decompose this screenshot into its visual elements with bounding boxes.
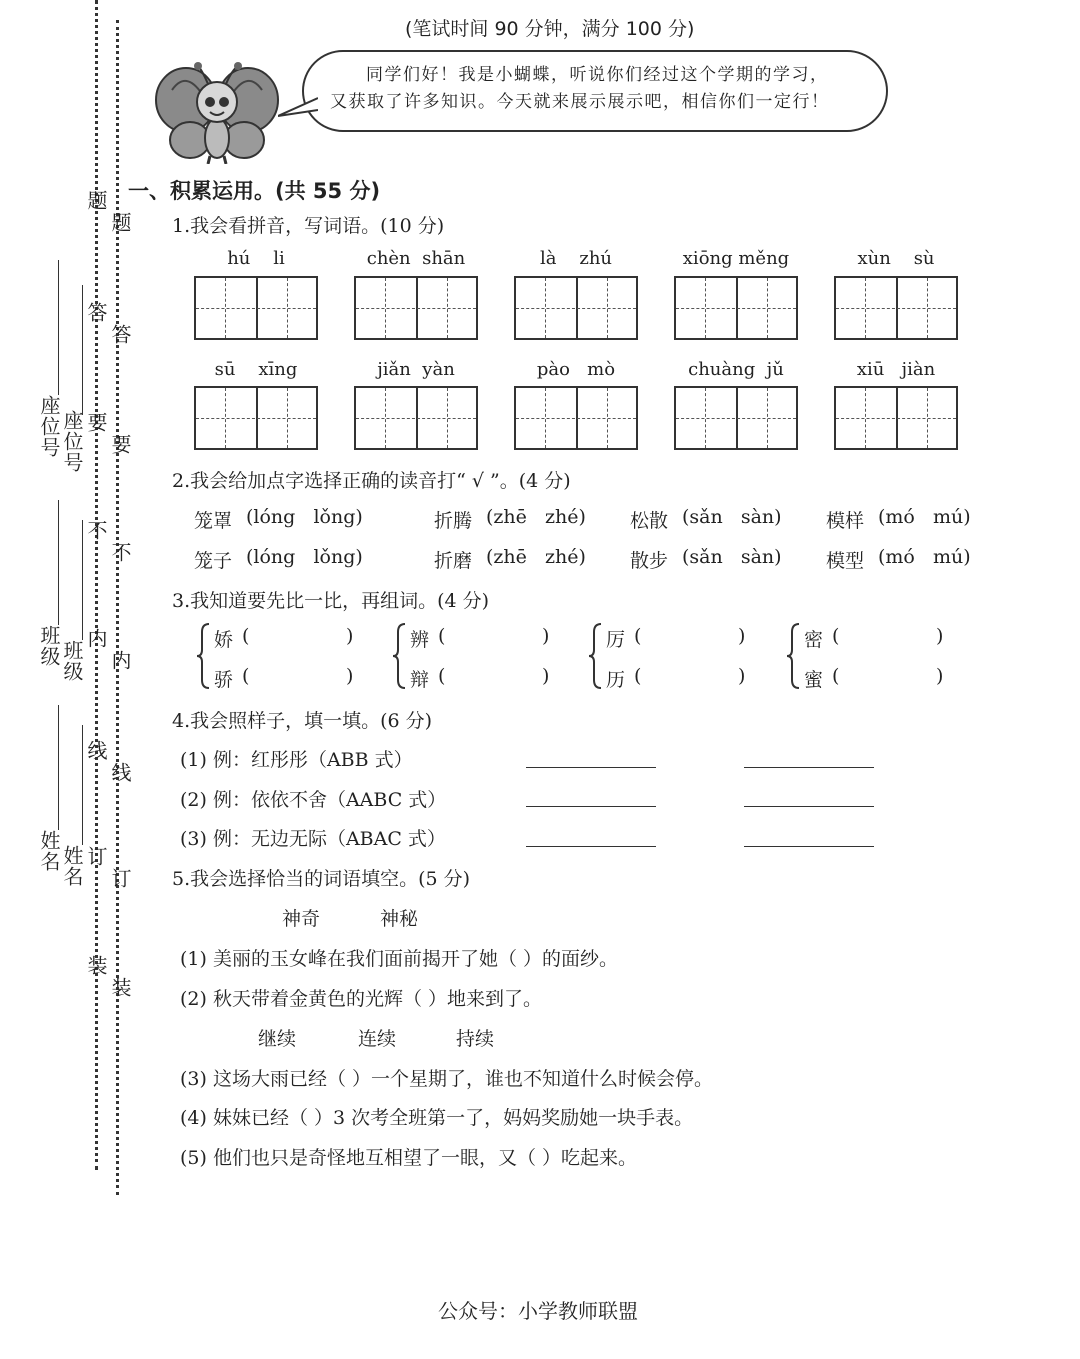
q3-close-paren: ) <box>738 625 746 647</box>
q3-title: 3.我知道要先比一比，再组词。(4 分) <box>172 590 490 612</box>
q3-close-paren: ) <box>542 665 550 687</box>
q3-close-paren: ) <box>936 665 944 687</box>
binding-dotted-line-right <box>116 20 119 1195</box>
writing-grid-box[interactable] <box>194 386 318 450</box>
q3-open-paren: ( <box>832 665 840 687</box>
q3-open-paren: ( <box>634 665 642 687</box>
q3-character: 蜜 <box>804 669 824 691</box>
brace-icon <box>392 622 406 694</box>
q4-item-3: (3) 例：无边无际（ABAC 式） <box>180 828 446 850</box>
footer-wechat-account: 公众号：小学教师联盟 <box>438 1299 638 1323</box>
speech-bubble-tail <box>278 96 318 120</box>
q4-item-2: (2) 例：依依不舍（AABC 式） <box>180 789 447 811</box>
name-label-shadow: 姓名 <box>60 845 84 887</box>
margin-char-ding-shadow: 订 <box>108 868 132 889</box>
exam-time-note: (笔试时间 90 分钟，满分 100 分) <box>405 18 695 40</box>
pinyin-label: là zhú <box>539 248 613 269</box>
q5-sentence-1: (1) 美丽的玉女峰在我们面前揭开了她（ ）的面纱。 <box>180 948 618 970</box>
margin-char-da: 答 <box>84 302 108 323</box>
seat-number-label: 座位号 <box>37 395 61 458</box>
margin-char-ding: 订 <box>84 846 108 867</box>
pinyin-label: xùn sù <box>857 248 935 269</box>
margin-char-ti-shadow: 题 <box>108 212 132 233</box>
writing-grid-box[interactable] <box>834 276 958 340</box>
q5-sentence-5: (5) 他们也只是奇怪地互相望了一眼，又（ ）吃起来。 <box>180 1147 637 1169</box>
section-1-title: 一、积累运用。(共 55 分) <box>128 179 381 203</box>
q1-title: 1.我会看拼音，写词语。(10 分) <box>172 215 445 237</box>
q3-character: 辩 <box>410 669 430 691</box>
speech-line-2: 又获取了许多知识。今天就来展示展示吧，相信你们一定行！ <box>330 92 830 112</box>
margin-char-nei-shadow: 内 <box>108 650 132 671</box>
q2-word: 模型 <box>826 550 865 572</box>
q2-pinyin-options[interactable]: (zhē zhé) <box>486 506 586 528</box>
q3-character: 辨 <box>410 629 430 651</box>
margin-char-bu: 不 <box>84 520 108 541</box>
q3-close-paren: ) <box>738 665 746 687</box>
class-label-shadow: 班级 <box>60 640 84 682</box>
q4-answer-blank[interactable] <box>744 846 874 847</box>
margin-char-bu-shadow: 不 <box>108 542 132 563</box>
margin-char-yao: 要 <box>84 412 108 433</box>
pinyin-label: chuàng jǔ <box>688 359 784 380</box>
pinyin-label: sū xīng <box>214 359 298 380</box>
q3-open-paren: ( <box>438 665 446 687</box>
q2-word: 笼子 <box>194 550 233 572</box>
q2-pinyin-options[interactable]: (mó mú) <box>878 506 971 528</box>
pinyin-label: xiū jiàn <box>856 359 936 380</box>
q2-pinyin-options[interactable]: (lóng lǒng) <box>246 506 363 528</box>
seat-number-label-shadow: 座位号 <box>60 410 84 473</box>
q4-answer-blank[interactable] <box>526 806 656 807</box>
q3-character: 娇 <box>214 629 234 651</box>
butterfly-mascot-icon <box>152 60 282 164</box>
q2-pinyin-options[interactable]: (lóng lǒng) <box>246 546 363 568</box>
name-label: 姓名 <box>37 830 61 872</box>
writing-grid-box[interactable] <box>194 276 318 340</box>
q3-open-paren: ( <box>242 665 250 687</box>
pinyin-label: chèn shān <box>366 248 466 269</box>
writing-grid-box[interactable] <box>674 386 798 450</box>
q3-open-paren: ( <box>832 625 840 647</box>
q2-word: 折腾 <box>434 510 473 532</box>
q4-answer-blank[interactable] <box>744 767 874 768</box>
q4-answer-blank[interactable] <box>526 767 656 768</box>
seat-number-blank <box>58 260 59 395</box>
brace-icon <box>786 622 800 694</box>
q5-word-choice: 神秘 <box>380 908 419 930</box>
q3-open-paren: ( <box>438 625 446 647</box>
q3-character: 密 <box>804 629 824 651</box>
q5-sentence-3: (3) 这场大雨已经（ ）一个星期了，谁也不知道什么时候会停。 <box>180 1068 713 1090</box>
q3-close-paren: ) <box>346 625 354 647</box>
writing-grid-box[interactable] <box>354 276 478 340</box>
q2-pinyin-options[interactable]: (zhē zhé) <box>486 546 586 568</box>
writing-grid-box[interactable] <box>514 276 638 340</box>
q3-close-paren: ) <box>542 625 550 647</box>
brace-icon <box>588 622 602 694</box>
writing-grid-box[interactable] <box>354 386 478 450</box>
pinyin-label: pào mò <box>536 359 616 380</box>
q2-word: 笼罩 <box>194 510 233 532</box>
q2-title: 2.我会给加点字选择正确的读音打“ √ ”。(4 分) <box>172 470 571 492</box>
speech-bubble-text <box>330 62 885 116</box>
speech-line-1: 同学们好！我是小蝴蝶，听说你们经过这个学期的学习， <box>366 65 829 85</box>
writing-grid-box[interactable] <box>674 276 798 340</box>
q3-character: 厉 <box>606 629 626 651</box>
margin-char-zhuang-shadow: 装 <box>108 977 132 998</box>
class-blank <box>58 500 59 625</box>
binding-dotted-line-left <box>95 0 98 1170</box>
margin-char-nei: 内 <box>84 628 108 649</box>
q3-close-paren: ) <box>346 665 354 687</box>
writing-grid-box[interactable] <box>834 386 958 450</box>
q5-word-choice: 神奇 <box>282 908 321 930</box>
q2-pinyin-options[interactable]: (sǎn sàn) <box>682 506 782 528</box>
pinyin-label: xiōng měng <box>682 248 790 269</box>
margin-char-yao-shadow: 要 <box>108 434 132 455</box>
brace-icon <box>196 622 210 694</box>
q5-sentence-4: (4) 妹妹已经（ ）3 次考全班第一了，妈妈奖励她一块手表。 <box>180 1107 694 1129</box>
q3-open-paren: ( <box>634 625 642 647</box>
q2-word: 散步 <box>630 550 669 572</box>
margin-char-zhuang: 装 <box>84 955 108 976</box>
pinyin-label: hú li <box>227 248 285 269</box>
writing-grid-box[interactable] <box>514 386 638 450</box>
margin-char-ti: 题 <box>84 190 108 211</box>
margin-char-xian-shadow: 线 <box>108 762 132 783</box>
q5-word-choice: 继续 <box>258 1028 297 1050</box>
q5-title: 5.我会选择恰当的词语填空。(5 分) <box>172 868 471 890</box>
margin-char-da-shadow: 答 <box>108 324 132 345</box>
q3-character: 历 <box>606 669 626 691</box>
q3-close-paren: ) <box>936 625 944 647</box>
q3-character: 骄 <box>214 669 234 691</box>
q2-word: 松散 <box>630 510 669 532</box>
q4-item-1: (1) 例：红彤彤（ABB 式） <box>180 749 413 771</box>
name-blank <box>58 705 59 830</box>
q2-pinyin-options[interactable]: (mó mú) <box>878 546 971 568</box>
q4-answer-blank[interactable] <box>744 806 874 807</box>
class-label: 班级 <box>37 625 61 667</box>
q2-word: 折磨 <box>434 550 473 572</box>
q5-sentence-2: (2) 秋天带着金黄色的光辉（ ）地来到了。 <box>180 988 542 1010</box>
q5-word-choice: 持续 <box>456 1028 495 1050</box>
q2-pinyin-options[interactable]: (sǎn sàn) <box>682 546 782 568</box>
margin-char-xian: 线 <box>84 740 108 761</box>
q4-answer-blank[interactable] <box>526 846 656 847</box>
q3-open-paren: ( <box>242 625 250 647</box>
q2-word: 模样 <box>826 510 865 532</box>
q4-title: 4.我会照样子，填一填。(6 分) <box>172 710 433 732</box>
pinyin-label: jiǎn yàn <box>377 359 455 380</box>
q5-word-choice: 连续 <box>358 1028 397 1050</box>
